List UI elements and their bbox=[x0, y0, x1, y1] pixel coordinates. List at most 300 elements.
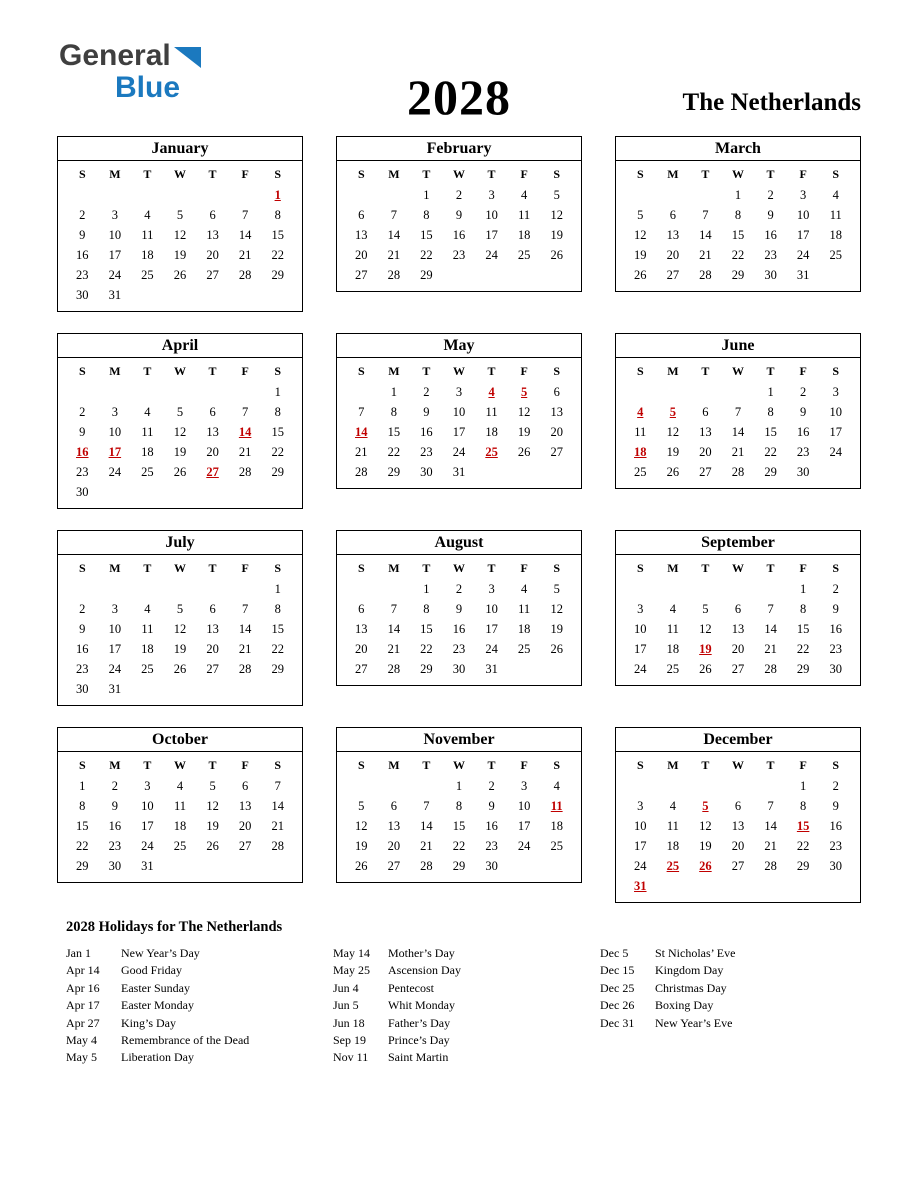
dow-header: S bbox=[832, 758, 840, 772]
date-cell: 30 bbox=[452, 661, 466, 676]
date-cell bbox=[540, 265, 573, 285]
date-cell: 4 bbox=[144, 207, 151, 222]
date-cell: 22 bbox=[387, 444, 401, 459]
date-cell: 6 bbox=[669, 207, 676, 222]
date-cell: 9 bbox=[111, 798, 118, 813]
date-cell bbox=[261, 856, 294, 876]
holiday-name: Pentecost bbox=[388, 980, 434, 995]
holiday-column bbox=[600, 945, 861, 1032]
date-cell: 17 bbox=[796, 227, 810, 242]
dow-header: S bbox=[553, 167, 561, 181]
month-may bbox=[336, 333, 582, 489]
date-cell: 26 bbox=[517, 444, 531, 459]
dow-header: M bbox=[109, 364, 121, 378]
date-cell: 1 bbox=[800, 778, 807, 793]
date-cell: 5 bbox=[553, 187, 560, 202]
month-february bbox=[336, 136, 582, 292]
date-cell: 29 bbox=[796, 858, 810, 873]
date-cell: 2 bbox=[79, 404, 86, 419]
date-cell: 2 bbox=[767, 187, 774, 202]
date-cell: 8 bbox=[274, 601, 281, 616]
date-cell: 9 bbox=[79, 227, 86, 242]
date-cell: 19 bbox=[550, 621, 563, 636]
date-cell bbox=[66, 185, 99, 205]
date-cell bbox=[508, 462, 541, 482]
date-cell: 16 bbox=[796, 424, 810, 439]
date-cell: 13 bbox=[666, 227, 680, 242]
date-cell: 26 bbox=[666, 464, 680, 479]
date-cell bbox=[196, 285, 229, 305]
date-cell bbox=[345, 382, 378, 402]
date-cell: 5 bbox=[176, 601, 184, 616]
date-cell: 18 bbox=[666, 838, 680, 853]
date-cell: 22 bbox=[796, 838, 810, 853]
date-cell: 2 bbox=[79, 601, 86, 616]
date-cell bbox=[99, 579, 132, 599]
date-cell bbox=[540, 856, 573, 876]
date-cell: 13 bbox=[206, 621, 219, 636]
date-cell: 14 bbox=[764, 621, 777, 636]
date-cell: 12 bbox=[550, 207, 563, 222]
date-cell bbox=[410, 776, 443, 796]
dow-header: T bbox=[701, 561, 710, 575]
date-cell bbox=[196, 679, 229, 699]
date-cell: 30 bbox=[420, 464, 433, 479]
date-cell: 29 bbox=[731, 267, 745, 282]
month-january bbox=[57, 136, 303, 312]
dow-header: S bbox=[553, 364, 561, 378]
date-cell: 6 bbox=[209, 404, 216, 419]
holiday-date-cell: 5 bbox=[669, 404, 676, 419]
date-cell: 31 bbox=[796, 267, 810, 282]
date-cell: 28 bbox=[764, 858, 777, 873]
dow-header: S bbox=[274, 758, 282, 772]
date-cell: 7 bbox=[767, 798, 774, 813]
date-cell: 14 bbox=[387, 227, 401, 242]
holiday-date-cell: 11 bbox=[550, 798, 563, 813]
holiday-name: New Year’s Day bbox=[121, 946, 200, 960]
logo-text-general: General bbox=[59, 39, 171, 72]
dow-header: W bbox=[731, 167, 744, 181]
date-cell: 30 bbox=[108, 858, 122, 873]
holiday-columns bbox=[66, 945, 861, 1067]
date-cell: 28 bbox=[420, 858, 433, 873]
month-december bbox=[615, 727, 861, 903]
date-cell: 10 bbox=[634, 818, 647, 833]
date-cell: 25 bbox=[173, 838, 187, 853]
dow-header: M bbox=[667, 167, 679, 181]
date-cell: 14 bbox=[238, 227, 252, 242]
date-cell: 5 bbox=[358, 798, 365, 813]
date-cell: 5 bbox=[553, 581, 560, 596]
date-cell bbox=[722, 579, 755, 599]
date-cell: 14 bbox=[387, 621, 401, 636]
date-cell: 26 bbox=[173, 267, 187, 282]
date-cell: 3 bbox=[455, 384, 463, 399]
date-cell: 16 bbox=[76, 641, 89, 656]
date-cell: 6 bbox=[358, 601, 365, 616]
date-cell: 28 bbox=[238, 267, 252, 282]
months-grid bbox=[57, 136, 861, 903]
date-cell bbox=[131, 579, 164, 599]
date-cell: 8 bbox=[79, 798, 86, 813]
holiday-item bbox=[66, 1032, 333, 1049]
date-cell: 6 bbox=[553, 384, 560, 399]
date-cell: 18 bbox=[829, 227, 842, 242]
date-cell: 4 bbox=[832, 187, 839, 202]
date-cell: 24 bbox=[517, 838, 531, 853]
holiday-item bbox=[333, 962, 600, 979]
date-cell bbox=[540, 659, 573, 679]
date-cell: 29 bbox=[271, 661, 284, 676]
date-cell: 2 bbox=[800, 384, 807, 399]
date-cell: 13 bbox=[206, 227, 219, 242]
holiday-item bbox=[66, 1049, 333, 1066]
date-cell: 1 bbox=[79, 778, 86, 793]
date-cell bbox=[378, 776, 411, 796]
date-cell bbox=[754, 876, 787, 896]
date-cell: 4 bbox=[144, 601, 151, 616]
dow-header: T bbox=[422, 364, 431, 378]
date-cell: 5 bbox=[176, 207, 184, 222]
holiday-date: Nov 11 bbox=[333, 1050, 369, 1065]
dow-header: T bbox=[766, 758, 775, 772]
date-cell: 1 bbox=[423, 581, 430, 596]
date-cell: 27 bbox=[355, 267, 368, 282]
date-cell: 30 bbox=[485, 858, 498, 873]
dow-header: T bbox=[766, 167, 775, 181]
logo-text-blue: Blue bbox=[115, 70, 181, 104]
date-cell: 13 bbox=[731, 621, 745, 636]
dow-header: M bbox=[109, 561, 121, 575]
date-cell: 28 bbox=[764, 661, 777, 676]
date-cell: 10 bbox=[517, 798, 531, 813]
dow-header: S bbox=[636, 364, 644, 378]
date-cell: 13 bbox=[550, 404, 563, 419]
date-cell: 12 bbox=[550, 601, 563, 616]
date-cell: 22 bbox=[76, 838, 89, 853]
date-cell: 4 bbox=[521, 581, 528, 596]
dow-header: S bbox=[832, 364, 840, 378]
date-cell bbox=[99, 185, 132, 205]
date-cell: 29 bbox=[764, 464, 777, 479]
date-cell: 9 bbox=[767, 207, 774, 222]
date-cell bbox=[657, 185, 690, 205]
dow-header: S bbox=[78, 758, 86, 772]
dow-header: S bbox=[636, 167, 644, 181]
month-date-grid bbox=[58, 752, 302, 882]
date-cell: 12 bbox=[206, 798, 219, 813]
date-cell: 31 bbox=[108, 681, 122, 696]
date-cell bbox=[657, 382, 690, 402]
date-cell: 29 bbox=[452, 858, 466, 873]
date-cell: 7 bbox=[734, 404, 742, 419]
month-date-grid bbox=[616, 752, 860, 902]
date-cell: 23 bbox=[452, 247, 466, 262]
date-cell: 13 bbox=[206, 424, 219, 439]
date-cell: 30 bbox=[796, 464, 810, 479]
date-cell: 9 bbox=[455, 207, 463, 222]
date-cell bbox=[624, 579, 657, 599]
date-cell: 18 bbox=[173, 818, 187, 833]
date-cell: 16 bbox=[829, 818, 842, 833]
date-cell: 20 bbox=[206, 444, 219, 459]
date-cell: 24 bbox=[485, 247, 498, 262]
date-cell: 23 bbox=[108, 838, 122, 853]
dow-header: S bbox=[357, 758, 365, 772]
month-date-grid bbox=[616, 555, 860, 685]
date-cell bbox=[131, 185, 164, 205]
holiday-item bbox=[333, 1049, 600, 1066]
date-cell: 27 bbox=[699, 464, 712, 479]
date-cell: 3 bbox=[111, 601, 118, 616]
dow-header: F bbox=[799, 758, 807, 772]
date-cell: 3 bbox=[637, 798, 644, 813]
dow-header: M bbox=[388, 758, 400, 772]
date-cell: 21 bbox=[387, 641, 401, 656]
dow-header: W bbox=[173, 758, 186, 772]
date-cell bbox=[261, 285, 294, 305]
date-cell bbox=[99, 382, 132, 402]
month-title: January bbox=[58, 137, 302, 161]
dow-header: M bbox=[667, 758, 679, 772]
date-cell: 15 bbox=[387, 424, 401, 439]
date-cell: 10 bbox=[829, 404, 842, 419]
dow-header: S bbox=[357, 167, 365, 181]
date-cell: 6 bbox=[209, 207, 216, 222]
month-november bbox=[336, 727, 582, 883]
date-cell: 29 bbox=[271, 464, 284, 479]
date-cell: 25 bbox=[141, 464, 154, 479]
date-cell: 20 bbox=[731, 838, 745, 853]
month-title: February bbox=[337, 137, 581, 161]
month-september bbox=[615, 530, 861, 686]
date-cell bbox=[131, 482, 164, 502]
date-cell: 15 bbox=[271, 621, 284, 636]
dow-header: W bbox=[731, 758, 744, 772]
date-cell: 3 bbox=[800, 187, 807, 202]
date-cell bbox=[657, 876, 690, 896]
dow-header: F bbox=[241, 758, 249, 772]
date-cell: 13 bbox=[699, 424, 712, 439]
holiday-name: Easter Monday bbox=[121, 998, 194, 1013]
date-cell: 8 bbox=[423, 601, 430, 616]
month-august bbox=[336, 530, 582, 686]
date-cell bbox=[378, 185, 411, 205]
date-cell bbox=[722, 776, 755, 796]
date-cell: 11 bbox=[141, 424, 154, 439]
date-cell: 22 bbox=[420, 641, 433, 656]
holiday-item bbox=[600, 962, 861, 979]
dow-header: T bbox=[766, 364, 775, 378]
holiday-date-cell: 5 bbox=[702, 798, 709, 813]
holiday-name: Easter Sunday bbox=[121, 980, 190, 995]
date-cell bbox=[196, 185, 229, 205]
date-cell: 3 bbox=[637, 601, 644, 616]
date-cell: 2 bbox=[488, 778, 495, 793]
dow-header: F bbox=[520, 167, 528, 181]
date-cell bbox=[66, 382, 99, 402]
date-cell: 13 bbox=[238, 798, 252, 813]
holiday-date-cell: 26 bbox=[699, 858, 712, 873]
date-cell: 22 bbox=[271, 247, 284, 262]
date-cell bbox=[131, 285, 164, 305]
date-cell: 11 bbox=[518, 207, 531, 222]
date-cell: 3 bbox=[111, 207, 118, 222]
date-cell: 21 bbox=[764, 641, 777, 656]
dow-header: F bbox=[799, 364, 807, 378]
date-cell: 14 bbox=[699, 227, 712, 242]
date-cell: 20 bbox=[238, 818, 252, 833]
date-cell: 26 bbox=[550, 247, 563, 262]
date-cell: 2 bbox=[455, 187, 463, 202]
date-cell: 27 bbox=[550, 444, 563, 459]
date-cell bbox=[229, 185, 262, 205]
holiday-date: Apr 27 bbox=[66, 1015, 100, 1030]
dow-header: W bbox=[173, 167, 186, 181]
date-cell: 16 bbox=[76, 247, 89, 262]
date-cell bbox=[164, 482, 197, 502]
holiday-date-cell: 4 bbox=[637, 404, 644, 419]
holiday-date-cell: 18 bbox=[634, 444, 647, 459]
date-cell: 2 bbox=[423, 384, 430, 399]
holiday-date: Dec 15 bbox=[600, 963, 635, 978]
date-cell: 19 bbox=[517, 424, 531, 439]
date-cell: 29 bbox=[271, 267, 284, 282]
dow-header: M bbox=[667, 561, 679, 575]
date-cell: 8 bbox=[800, 798, 807, 813]
date-cell: 6 bbox=[734, 601, 742, 616]
holiday-column bbox=[66, 945, 333, 1067]
date-cell: 1 bbox=[800, 581, 807, 596]
date-cell: 17 bbox=[452, 424, 466, 439]
dow-header: S bbox=[274, 167, 282, 181]
date-cell bbox=[345, 776, 378, 796]
dow-header: T bbox=[143, 364, 152, 378]
date-cell: 25 bbox=[141, 661, 154, 676]
date-cell: 30 bbox=[829, 661, 842, 676]
dow-header: T bbox=[487, 167, 496, 181]
date-cell: 4 bbox=[176, 778, 184, 793]
holiday-name: Remembrance of the Dead bbox=[121, 1032, 250, 1047]
date-cell bbox=[624, 382, 657, 402]
dow-header: F bbox=[241, 167, 249, 181]
date-cell: 11 bbox=[666, 621, 679, 636]
date-cell: 30 bbox=[76, 484, 89, 499]
date-cell: 17 bbox=[485, 227, 498, 242]
date-cell bbox=[657, 579, 690, 599]
date-cell: 10 bbox=[452, 404, 466, 419]
holiday-item bbox=[600, 980, 861, 997]
holidays-section bbox=[57, 919, 861, 1067]
date-cell: 12 bbox=[173, 227, 187, 242]
date-cell: 21 bbox=[764, 838, 777, 853]
date-cell: 3 bbox=[488, 581, 495, 596]
dow-header: T bbox=[143, 167, 152, 181]
date-cell: 21 bbox=[238, 444, 252, 459]
holiday-item bbox=[333, 1015, 600, 1032]
date-cell: 14 bbox=[420, 818, 433, 833]
date-cell: 1 bbox=[274, 581, 281, 596]
holiday-name: Mother’s Day bbox=[388, 946, 455, 960]
date-cell bbox=[689, 382, 722, 402]
date-cell: 22 bbox=[420, 247, 433, 262]
page-header bbox=[57, 39, 861, 125]
dow-header: T bbox=[422, 561, 431, 575]
holiday-date: Apr 17 bbox=[66, 998, 100, 1013]
holiday-item bbox=[600, 945, 861, 962]
dow-header: S bbox=[553, 758, 561, 772]
holiday-date-cell: 15 bbox=[796, 818, 810, 833]
date-cell bbox=[722, 876, 755, 896]
date-cell: 6 bbox=[242, 778, 249, 793]
date-cell: 22 bbox=[731, 247, 745, 262]
dow-header: S bbox=[78, 364, 86, 378]
date-cell: 27 bbox=[387, 858, 401, 873]
date-cell: 17 bbox=[634, 641, 647, 656]
date-cell: 27 bbox=[355, 661, 368, 676]
date-cell: 6 bbox=[702, 404, 709, 419]
date-cell: 2 bbox=[832, 581, 839, 596]
month-title: August bbox=[337, 531, 581, 555]
date-cell: 18 bbox=[485, 424, 498, 439]
date-cell: 9 bbox=[423, 404, 430, 419]
holiday-name: Christmas Day bbox=[655, 980, 727, 995]
date-cell: 15 bbox=[76, 818, 89, 833]
date-cell bbox=[819, 462, 852, 482]
holiday-date: May 14 bbox=[333, 946, 370, 960]
date-cell: 27 bbox=[206, 267, 219, 282]
date-cell: 26 bbox=[550, 641, 563, 656]
date-cell: 26 bbox=[634, 267, 647, 282]
date-cell bbox=[443, 265, 476, 285]
holiday-item bbox=[66, 980, 333, 997]
date-cell: 2 bbox=[455, 581, 463, 596]
month-title: December bbox=[616, 728, 860, 752]
date-cell: 26 bbox=[206, 838, 219, 853]
holiday-date-cell: 4 bbox=[488, 384, 495, 399]
date-cell bbox=[229, 382, 262, 402]
date-cell: 20 bbox=[206, 641, 219, 656]
dow-header: M bbox=[667, 364, 679, 378]
date-cell: 9 bbox=[832, 601, 839, 616]
dow-header: W bbox=[731, 364, 744, 378]
date-cell: 14 bbox=[271, 798, 284, 813]
date-cell: 4 bbox=[669, 798, 676, 813]
date-cell: 17 bbox=[485, 621, 498, 636]
date-cell: 12 bbox=[173, 424, 187, 439]
date-cell bbox=[131, 382, 164, 402]
month-date-grid bbox=[616, 358, 860, 488]
date-cell: 24 bbox=[796, 247, 810, 262]
holiday-item bbox=[333, 980, 600, 997]
date-cell: 23 bbox=[452, 641, 466, 656]
date-cell bbox=[345, 579, 378, 599]
date-cell: 19 bbox=[550, 227, 563, 242]
date-cell: 24 bbox=[108, 267, 122, 282]
dow-header: F bbox=[520, 561, 528, 575]
date-cell: 21 bbox=[420, 838, 433, 853]
month-july bbox=[57, 530, 303, 706]
date-cell bbox=[164, 285, 197, 305]
dow-header: S bbox=[78, 167, 86, 181]
holiday-column bbox=[333, 945, 600, 1067]
dow-header: T bbox=[208, 364, 217, 378]
date-cell: 10 bbox=[634, 621, 647, 636]
date-cell bbox=[345, 185, 378, 205]
date-cell: 7 bbox=[242, 207, 249, 222]
date-cell: 10 bbox=[108, 424, 122, 439]
